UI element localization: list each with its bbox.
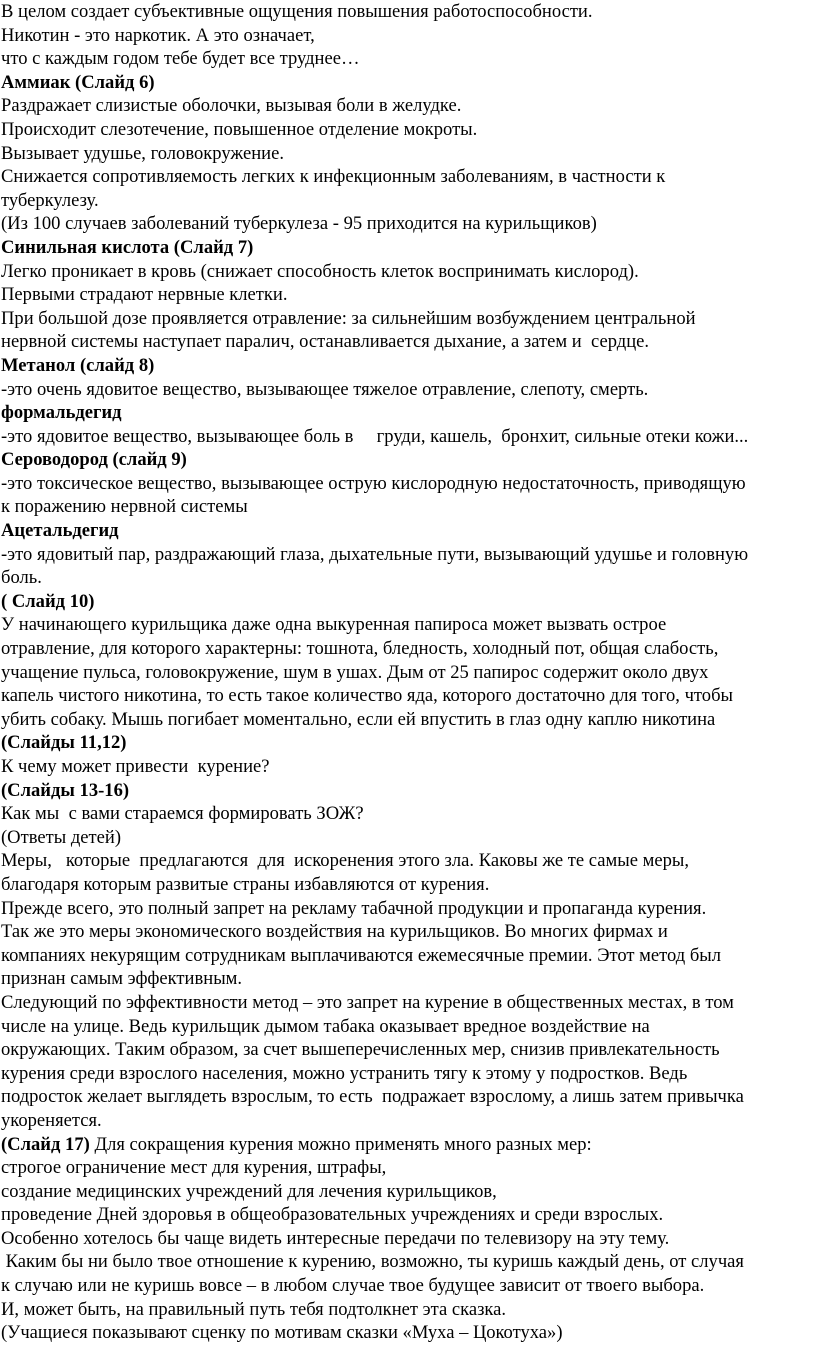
- text-line: [1, 944, 815, 968]
- text-line: [1, 94, 815, 118]
- heading-text: Метанол (слайд 8): [1, 354, 155, 376]
- line-text: капель чистого никотина, то есть такое количество яда, которого достаточно для того, чтобы: [1, 685, 733, 707]
- line-text: В целом создает субъективные ощущения повышения работоспособности.: [1, 1, 593, 22]
- line-text: создание медицинских учреждений для лечения курильщиков,: [1, 1180, 497, 1202]
- text-line: [1, 873, 815, 897]
- text-line: [1, 566, 815, 590]
- line-text: Особенно хотелось бы чаще видеть интересные передачи по телевизору на эту тему.: [1, 1227, 670, 1249]
- text-line: [1, 260, 815, 284]
- line-text: (Ответы детей): [1, 826, 122, 848]
- section-heading: [1, 236, 815, 260]
- section-heading: [1, 401, 815, 425]
- text-line: [1, 425, 815, 449]
- section-heading: [1, 590, 815, 614]
- heading-text: Сероводород (слайд 9): [1, 449, 187, 471]
- section-heading: [1, 731, 815, 755]
- text-line: [1, 0, 815, 24]
- line-text: числе на улице. Ведь курильщик дымом табака оказывает вредное воздействие на: [1, 1015, 650, 1037]
- line-text: -это токсическое вещество, вызывающее острую кислородную недостаточность, приводящую: [1, 472, 746, 494]
- heading-text: (Слайд 17): [1, 1133, 90, 1155]
- line-text: К чему может привести курение?: [1, 756, 270, 777]
- line-text: проведение Дней здоровья в общеобразовательных учреждениях и среди взрослых.: [1, 1204, 664, 1226]
- text-line: [1, 1015, 815, 1039]
- line-text: (Из 100 случаев заболеваний туберкулеза - 95 приходится на курильщиков): [1, 213, 597, 235]
- line-text: к случаю или не куришь вовсе – в любом случае твое будущее зависит от твоего выбора.: [1, 1275, 705, 1297]
- line-text: Так же это меры экономического воздействия на курильщиков. Во многих фирмах и: [1, 921, 668, 943]
- line-text: И, может быть, на правильный путь тебя подтолкнет эта сказка.: [1, 1298, 507, 1320]
- text-line: [1, 991, 815, 1015]
- text-line: [1, 495, 815, 519]
- text-line: [1, 1203, 815, 1227]
- heading-text: Аммиак (Слайд 6): [1, 71, 155, 93]
- text-line: [1, 661, 815, 685]
- text-line: [1, 307, 815, 331]
- line-text: укореняется.: [1, 1109, 102, 1131]
- line-text: Происходит слезотечение, повышенное отделение мокроты.: [1, 118, 478, 140]
- text-line: [1, 920, 815, 944]
- text-line: [1, 613, 815, 637]
- line-text: курения среди взрослого населения, можно устранить тягу к этому у подростков. Ведь: [1, 1062, 688, 1084]
- line-text: Никотин - это наркотик. А это означает,: [1, 24, 315, 46]
- text-line: [1, 142, 815, 166]
- text-line: [1, 849, 815, 873]
- text-line: [1, 118, 815, 142]
- line-text: -это ядовитое вещество, вызывающее боль в груди, кашель, бронхит, сильные отеки кожи...: [1, 425, 749, 447]
- text-line: [1, 543, 815, 567]
- line-text: Вызывает удушье, головокружение.: [1, 142, 284, 164]
- text-line: [1, 472, 815, 496]
- text-line: [1, 1274, 815, 1298]
- line-text: При большой дозе проявляется отравление: за сильнейшим возбуждением центральной: [1, 307, 696, 329]
- section-heading: [1, 519, 815, 543]
- line-text: Раздражает слизистые оболочки, вызывая боли в желудке.: [1, 95, 462, 117]
- line-text: Как мы с вами стараемся формировать ЗОЖ?: [1, 803, 364, 825]
- text-line: [1, 967, 815, 991]
- line-text: Меры, которые предлагаются для искоренения этого зла. Каковы же те самые меры,: [1, 850, 690, 872]
- text-line: [1, 708, 815, 732]
- heading-text: Синильная кислота (Слайд 7): [1, 236, 254, 258]
- line-text: туберкулезу.: [1, 189, 99, 211]
- text-line: [1, 1085, 815, 1109]
- line-text: -это очень ядовитое вещество, вызывающее тяжелое отравление, слепоту, смерть.: [1, 378, 649, 400]
- text-line: [1, 165, 815, 189]
- line-text: подросток желает выглядеть взрослым, то есть подражает взрослому, а лишь затем привычка: [1, 1086, 744, 1108]
- heading-text: Ацетальдегид: [1, 520, 119, 542]
- line-text: отравление, для которого характерны: тошнота, бледность, холодный пот, общая слабость,: [1, 638, 719, 660]
- text-line: [1, 684, 815, 708]
- line-text: учащение пульса, головокружение, шум в ушах. Дым от 25 папирос содержит около двух: [1, 661, 709, 683]
- text-line: [1, 47, 815, 71]
- line-text: нервной системы наступает паралич, останавливается дыхание, а затем и сердце.: [1, 331, 650, 353]
- line-text: Для сокращения курения можно применять много разных мер:: [89, 1133, 592, 1155]
- text-line: [1, 330, 815, 354]
- line-text: боль.: [1, 567, 42, 589]
- text-line: [1, 1062, 815, 1086]
- section-heading: [1, 1133, 815, 1157]
- section-heading: [1, 779, 815, 803]
- line-text: строгое ограничение мест для курения, штрафы,: [1, 1157, 387, 1179]
- line-text: -это ядовитый пар, раздражающий глаза, дыхательные пути, вызывающий удушье и головную: [1, 543, 749, 565]
- line-text: У начинающего курильщика даже одна выкуренная папироса может вызвать острое: [1, 614, 667, 636]
- heading-text: формальдегид: [1, 402, 122, 424]
- text-line: [1, 378, 815, 402]
- section-heading: [1, 71, 815, 95]
- line-text: Прежде всего, это полный запрет на рекламу табачной продукции и пропаганда курения.: [1, 897, 707, 919]
- text-line: [1, 212, 815, 236]
- heading-text: (Слайды 13-16): [1, 779, 130, 801]
- text-line: [1, 1321, 815, 1345]
- line-text: благодаря которым развитые страны избавляются от курения.: [1, 873, 490, 895]
- line-text: Следующий по эффективности метод – это запрет на курение в общественных местах, в том: [1, 991, 734, 1013]
- text-line: [1, 24, 815, 48]
- line-text: убить собаку. Мышь погибает моментально, если ей впустить в глаз одну каплю никотина: [1, 708, 716, 730]
- text-line: [1, 897, 815, 921]
- text-line: [1, 1180, 815, 1204]
- line-text: Легко проникает в кровь (снижает способность клеток воспринимать кислород).: [1, 260, 639, 282]
- text-line: [1, 1109, 815, 1133]
- line-text: окружающих. Таким образом, за счет вышеперечисленных мер, снизив привлекательность: [1, 1039, 720, 1061]
- line-text: Первыми страдают нервные клетки.: [1, 284, 288, 306]
- text-line: [1, 1227, 815, 1251]
- text-line: [1, 1038, 815, 1062]
- line-text: к поражению нервной системы: [1, 496, 248, 518]
- line-text: Каким бы ни было твое отношение к курению, возможно, ты куришь каждый день, от случая: [1, 1251, 744, 1273]
- text-line: [1, 826, 815, 850]
- line-text: компаниях некурящим сотрудникам выплачиваются ежемесячные премии. Этот метод был: [1, 944, 722, 966]
- line-text: Снижается сопротивляемость легких к инфекционным заболеваниям, в частности к: [1, 166, 666, 188]
- section-heading: [1, 448, 815, 472]
- text-line: [1, 637, 815, 661]
- text-line: [1, 1298, 815, 1322]
- heading-text: ( Слайд 10): [1, 590, 95, 612]
- text-line: [1, 802, 815, 826]
- section-heading: [1, 354, 815, 378]
- text-line: [1, 1250, 815, 1274]
- line-text: признан самым эффективным.: [1, 968, 243, 990]
- text-line: [1, 755, 815, 779]
- text-line: [1, 189, 815, 213]
- line-text: (Учащиеся показывают сценку по мотивам сказки «Муха – Цокотуха»): [1, 1322, 563, 1344]
- heading-text: (Слайды 11,12): [1, 732, 127, 754]
- line-text: что с каждым годом тебе будет все труднее…: [1, 48, 360, 70]
- text-line: [1, 1156, 815, 1180]
- text-line: [1, 283, 815, 307]
